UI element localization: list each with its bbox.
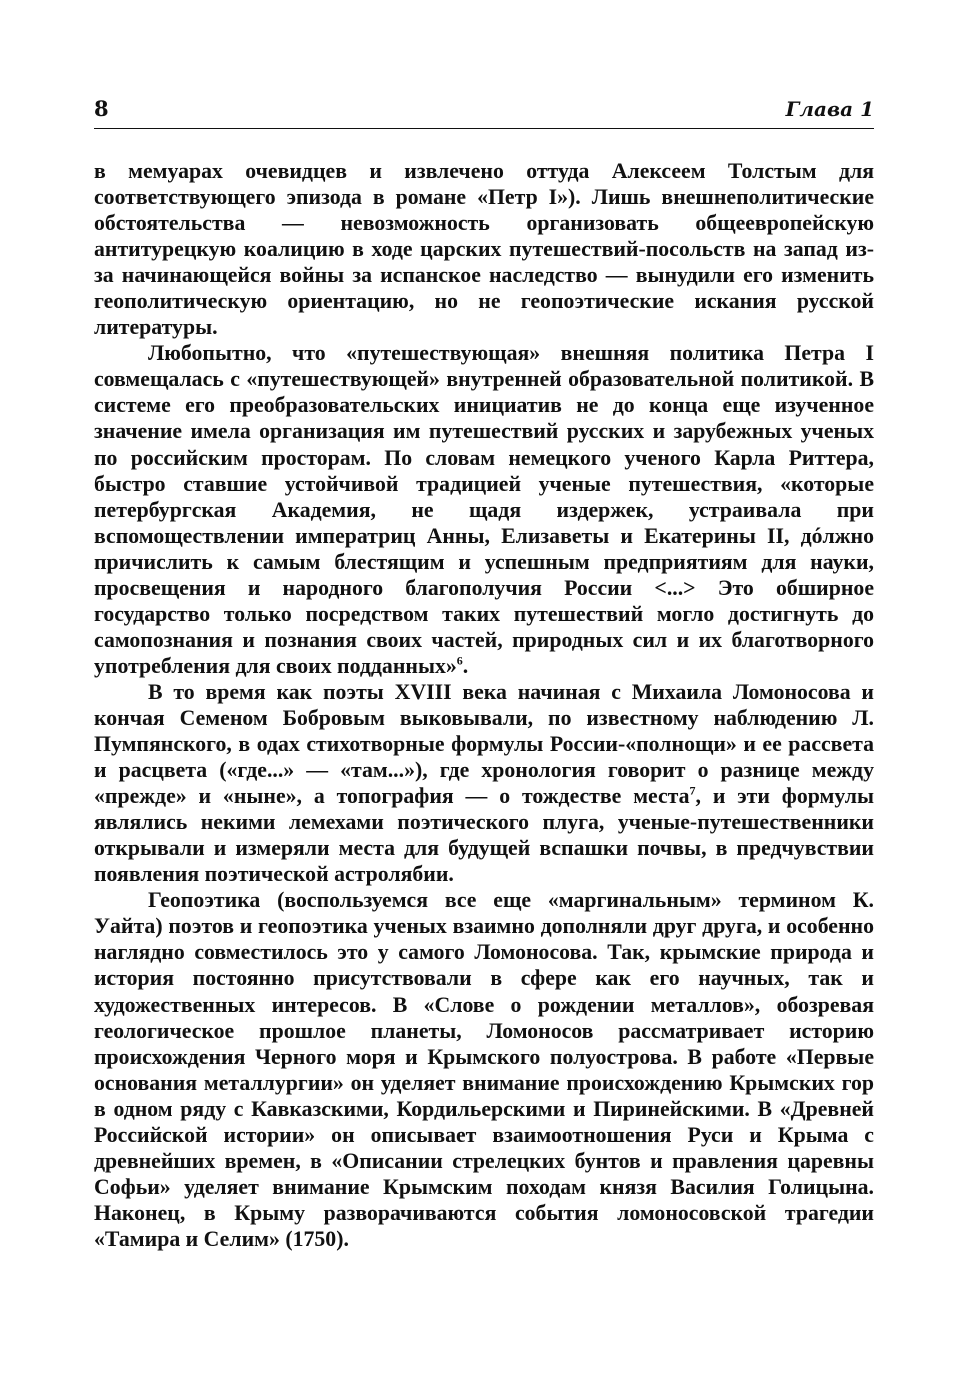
chapter-title: Глава 1 (785, 97, 874, 121)
paragraph-2 (94, 340, 874, 679)
paragraph-text: Любопытно, что «путешествующая» внешняя политика Петра I совмещалась с «путешествующей» внутренней образовательной политикой. В системе его преобразовательских инициатив не до конца еще изученное значение имела организация им путешествий русских и зарубежных ученых по российским просторам. По словам немецкого ученого Карла Риттера, быстро ставшие устойчивой традицией ученые путешествия, «которые петербургская Академия, не щадя издержек, устраивала при вспомоществлении императриц Анны, Елизаветы и Екатерины II, дóлжно причислить к самым блестящим и успешным предприятиям для науки, просвещения и народного благополучия России <...> Это обширное государство только посредством таких путешествий могло достигнуть до самопознания и познания своих частей, природных сил и их благотворного употребления для своих подданных» (94, 341, 874, 678)
running-head (94, 96, 874, 126)
header-rule (94, 128, 874, 129)
paragraph-text: в мемуарах очевидцев и извлечено оттуда Алексеем Толстым для соответствующего эпизода в романе «Петр I»). Лишь внешнеполитические обстоятельства — невозможность организовать общеевропейскую антитурецкую коалицию в ходе царских путешествий-посольств на запад из-за начинающейся войны за испанское наследство — вынудили его изменить геополитическую ориентацию, но не геопоэтические искания русской литературы. (94, 159, 874, 340)
body-text (94, 158, 874, 1252)
paragraph-text: Геопоэтика (воспользуемся все еще «маргинальным» термином К. Уайта) поэтов и геопоэтика ученых взаимно дополняли друг друга, и особенно наглядно совместилось это у самого Ломоносова. Так, крымские природа и история постоянно присутствовали в сфере как его научных, так и художественных интересов. В «Слове о рождении металлов», обозревая геологическое прошлое планеты, Ломоносов рассматривает историю происхождения Черного моря и Крымского полуострова. В работе «Первые основания металлургии» он уделяет внимание происхождению Крымских гор в одном ряду с Кавказскими, Кордильерскими и Пиринейскими. В «Древней Российской истории» он описывает взаимоотношения Руси и Крыма с древнейших времен, в «Описании стрелецких бунтов и правления царевны Софьи» уделяет внимание Крымским походам князя Василия Голицына. Наконец, в Крыму разворачиваются события ломоносовской трагедии «Тамира и Селим» (1750). (94, 888, 874, 1251)
paragraph-text-tail: . (462, 653, 469, 678)
paragraph-3 (94, 679, 874, 887)
paragraph-text-tail: , и эти формулы являлись некими лемехами поэтического плуга, ученые-путешественники открывали и измеряли места для будущей вспашки почвы, в предчувствии появления поэтической астролябии. (94, 784, 875, 887)
page-number: 8 (94, 96, 109, 121)
footnote-marker: 6 (456, 653, 463, 668)
paragraph-4 (94, 887, 874, 1252)
paragraph-1 (94, 158, 874, 340)
footnote-marker: 7 (689, 783, 696, 798)
paragraph-text: В то время как поэты XVIII века начиная с Михаила Ломоносова и кончая Семеном Бобровым выковывали, по известному наблюдению Л. Пумпянского, в одах стихотворные формулы России-«полнощи» и ее рассвета и расцвета («где...» — «там...»), где хронология говорит о разнице между «прежде» и «ныне», а топография — о тождестве места (94, 679, 874, 809)
